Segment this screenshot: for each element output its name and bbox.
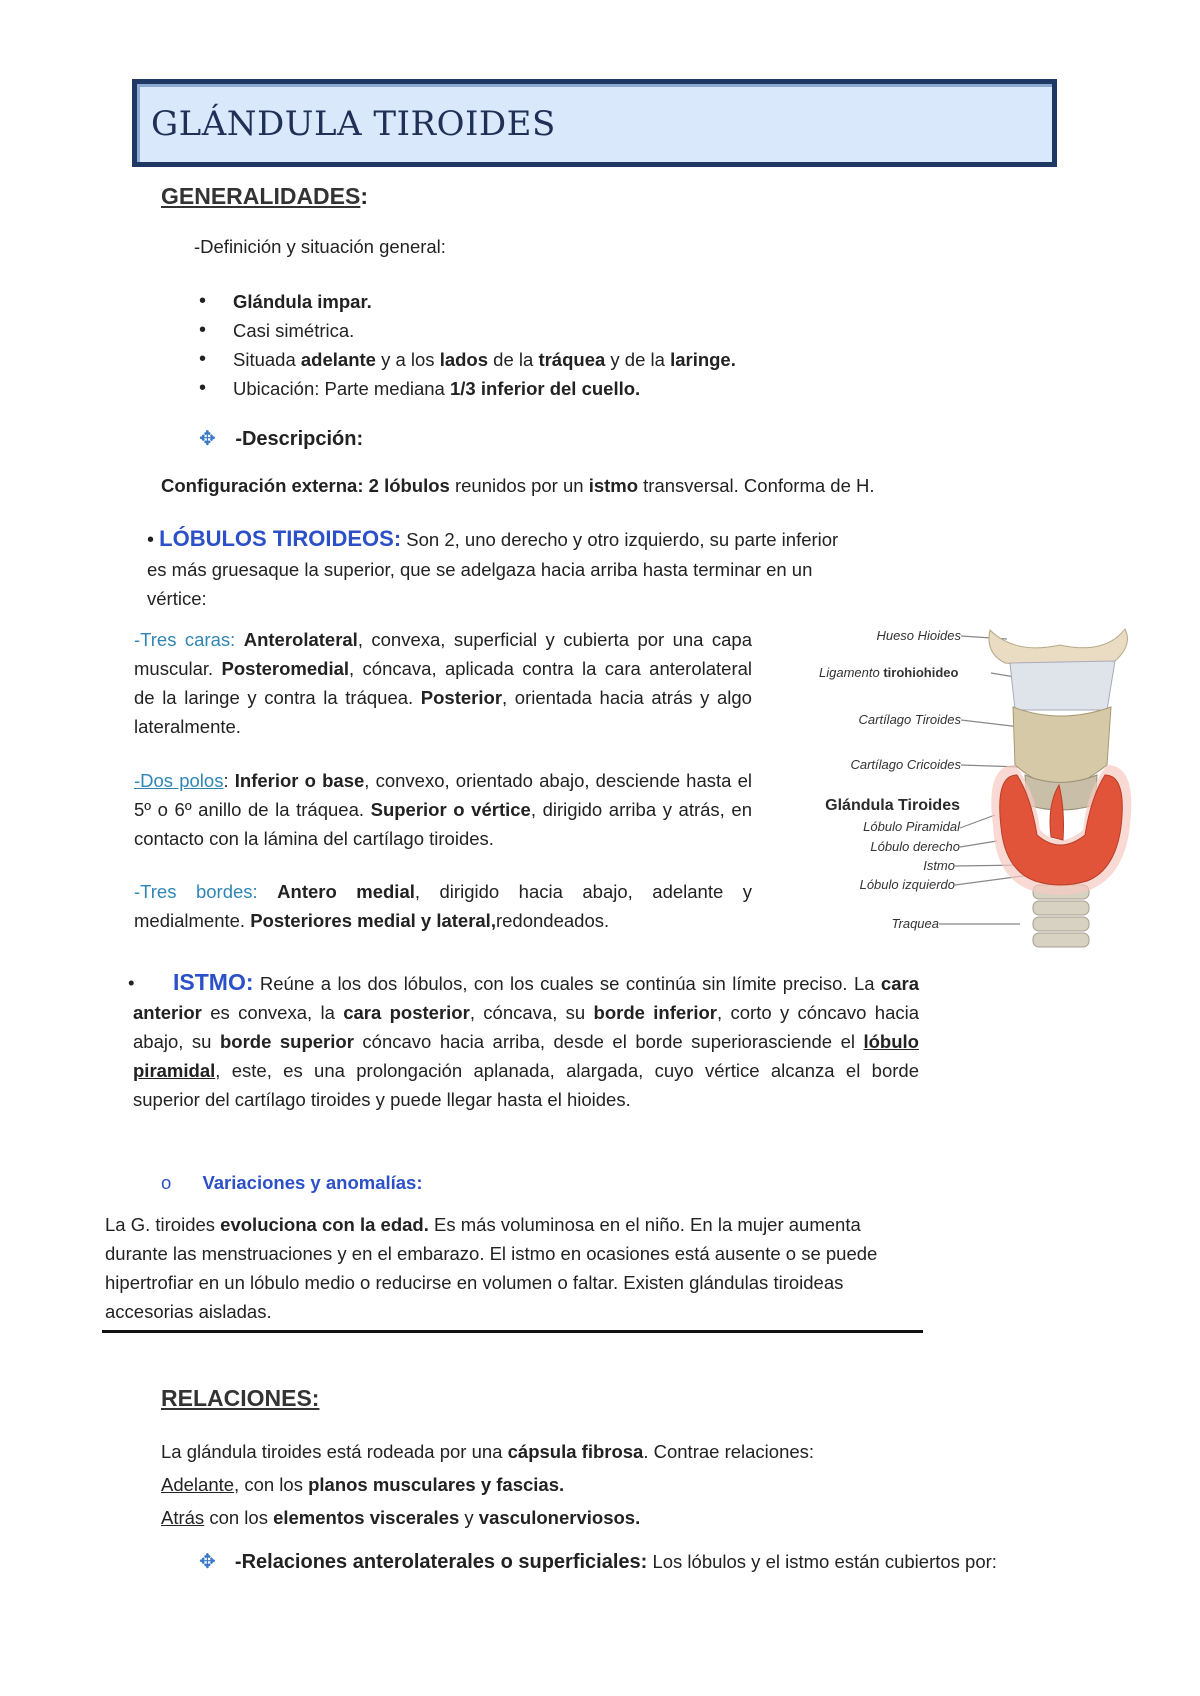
label-cartilago-tiroides: Cartílago Tiroides [858, 712, 961, 727]
label-traquea: Traquea [891, 916, 939, 931]
lobulos-section: • LÓBULOS TIROIDEOS: Son 2, uno derecho y otro izquierdo, su parte inferior es más gruesaque la superior, que se adelgaza hacia arriba hasta terminar en un vértice: [147, 526, 839, 609]
bullet-item: • Ubicación: Parte mediana 1/3 inferior del cuello. [233, 374, 933, 403]
relaciones-heading: RELACIONES: [161, 1385, 320, 1411]
label-istmo: Istmo [923, 858, 955, 873]
generalidades-heading: GENERALIDADES: [161, 183, 369, 209]
tres-bordes: -Tres bordes: Antero medial, dirigido hacia abajo, adelante y medialmente. Posteriores medial y lateral,redondeados. [134, 881, 752, 931]
open-circle-bullet-icon: o [161, 1172, 172, 1193]
generalidades-bullets [233, 287, 933, 403]
relaciones-text: La glándula tiroides está rodeada por una cápsula fibrosa. Contrae relaciones: Adelante, con los planos musculares y fascias. Atrás con los elementos viscerales y vasculonerviosos. [161, 1441, 815, 1528]
dos-polos: -Dos polos: Inferior o base, convexo, orientado abajo, desciende hasta el 5º o 6º anillo de la tráquea. Superior o vértice, dirigido arriba y atrás, en contacto con la lámina del cartílago tiroides. [134, 770, 752, 849]
title-box [132, 79, 1057, 167]
thyrohyoid-membrane-shape [1010, 661, 1115, 710]
bullet-item: • Glándula impar. [233, 287, 933, 316]
bullet-item: • Casi simétrica. [233, 316, 933, 345]
tres-caras: -Tres caras: Anterolateral, convexa, superficial y cubierta por una capa muscular. Posteromedial, cóncava, aplicada contra la cara anterolateral de la laringe y contra la tráquea. Posterior, orientada hacia atrás y algo lateralmente. [134, 629, 752, 737]
descripcion-label: ✥ -Descripción: [199, 428, 364, 450]
lobulos-title: LÓBULOS TIROIDEOS: [159, 526, 402, 551]
variaciones-text: La G. tiroides evoluciona con la edad. Es más voluminosa en el niño. En la mujer aumenta durante las menstruaciones y en el embarazo. El istmo en ocasiones está ausente o se puede hipertrofiar en un lóbulo medio o reducirse en volumen o faltar. Existen glándulas tiroideas accesorias aisladas. [105, 1214, 878, 1322]
label-lobulo-piramidal: Lóbulo Piramidal [863, 819, 960, 834]
bullet-dot-icon: • [147, 529, 155, 551]
diamond-bullet-icon: ✥ [199, 1551, 216, 1573]
relaciones-anterolaterales: ✥ -Relaciones anterolaterales o superficiales: Los lóbulos y el istmo están cubiertos por: [199, 1551, 997, 1573]
thyroid-cartilage-shape [1013, 707, 1111, 786]
variaciones-label: o Variaciones y anomalías: [161, 1172, 423, 1193]
thyroid-illustration [815, 615, 1160, 965]
configuracion-externa: Configuración externa: 2 lóbulos reunidos por un istmo transversal. Conforma de H. [161, 475, 875, 496]
hyoid-bone-shape [989, 629, 1127, 666]
bullet-dot-icon: • [128, 972, 135, 993]
section-divider [102, 1330, 923, 1333]
definition-line: -Definición y situación general: [194, 236, 446, 257]
label-hueso-hioides: Hueso Hioides [876, 628, 961, 643]
label-ligamento: Ligamento tirohiohideo [819, 665, 959, 680]
label-cartilago-cricoides: Cartílago Cricoides [850, 757, 961, 772]
label-lobulo-izquierdo: Lóbulo izquierdo [859, 877, 955, 892]
bullet-item: • Situada adelante y a los lados de la tráquea y de la laringe. [233, 345, 933, 374]
istmo-section: • ISTMO: Reúne a los dos lóbulos, con los cuales se continúa sin límite preciso. La cara anterior es convexa, la cara posterior, cóncava, su borde inferior, corto y cóncavo hacia abajo, su borde superior cóncavo hacia arriba, desde el borde superiorasciende el lóbulo piramidal, este, es una prolongación aplanada, alargada, cuyo vértice alcanza el borde superior del cartílago tiroides y puede llegar hasta el hioides. [128, 969, 920, 1110]
label-glandula-tiroides: Glándula Tiroides [825, 797, 960, 814]
page-title: GLÁNDULA TIROIDES [151, 104, 556, 144]
istmo-title: ISTMO: [173, 969, 254, 995]
diamond-bullet-icon: ✥ [199, 428, 216, 450]
label-lobulo-derecho: Lóbulo derecho [870, 839, 960, 854]
